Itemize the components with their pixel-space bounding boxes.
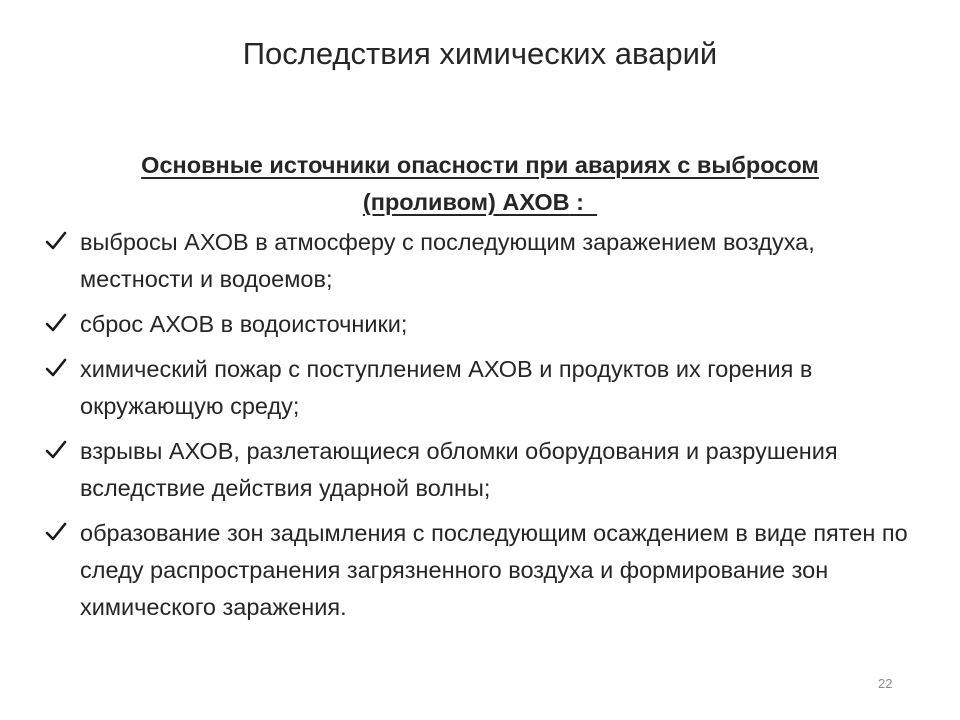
list-item bbox=[45, 433, 925, 507]
checkmark-icon bbox=[45, 312, 67, 334]
checkmark-icon bbox=[45, 521, 67, 543]
hazard-list bbox=[45, 224, 925, 634]
subtitle-colon: : bbox=[569, 189, 598, 215]
list-item bbox=[45, 306, 925, 343]
list-item-text: выбросы АХОВ в атмосферу с последующим заражением воздуха, местности и водоемов; bbox=[80, 229, 815, 292]
list-item-text: химический пожар с поступлением АХОВ и продуктов их горения в окружающую среду; bbox=[80, 356, 813, 419]
checkmark-icon bbox=[45, 230, 67, 252]
checkmark-icon bbox=[45, 439, 67, 461]
page-number: 22 bbox=[878, 676, 893, 691]
checkmark-icon bbox=[45, 357, 67, 379]
subtitle-line-1: Основные источники опасности при авариях с выбросом bbox=[141, 152, 819, 178]
list-item bbox=[45, 515, 925, 626]
list-item bbox=[45, 351, 925, 425]
slide-subtitle bbox=[70, 147, 890, 221]
list-item-text: сброс АХОВ в водоисточники; bbox=[80, 311, 408, 337]
list-item-text: образование зон задымления с последующим осаждением в виде пятен по следу распространения загрязненного воздуха и формирование зон химического заражения. bbox=[80, 520, 908, 620]
list-item-text: взрывы АХОВ, разлетающиеся обломки оборудования и разрушения вследствие действия ударной волны; bbox=[80, 438, 838, 501]
slide-title: Последствия химических аварий bbox=[242, 36, 718, 71]
subtitle-line-2: (проливом) АХОВ bbox=[362, 189, 570, 215]
list-item bbox=[45, 224, 925, 298]
